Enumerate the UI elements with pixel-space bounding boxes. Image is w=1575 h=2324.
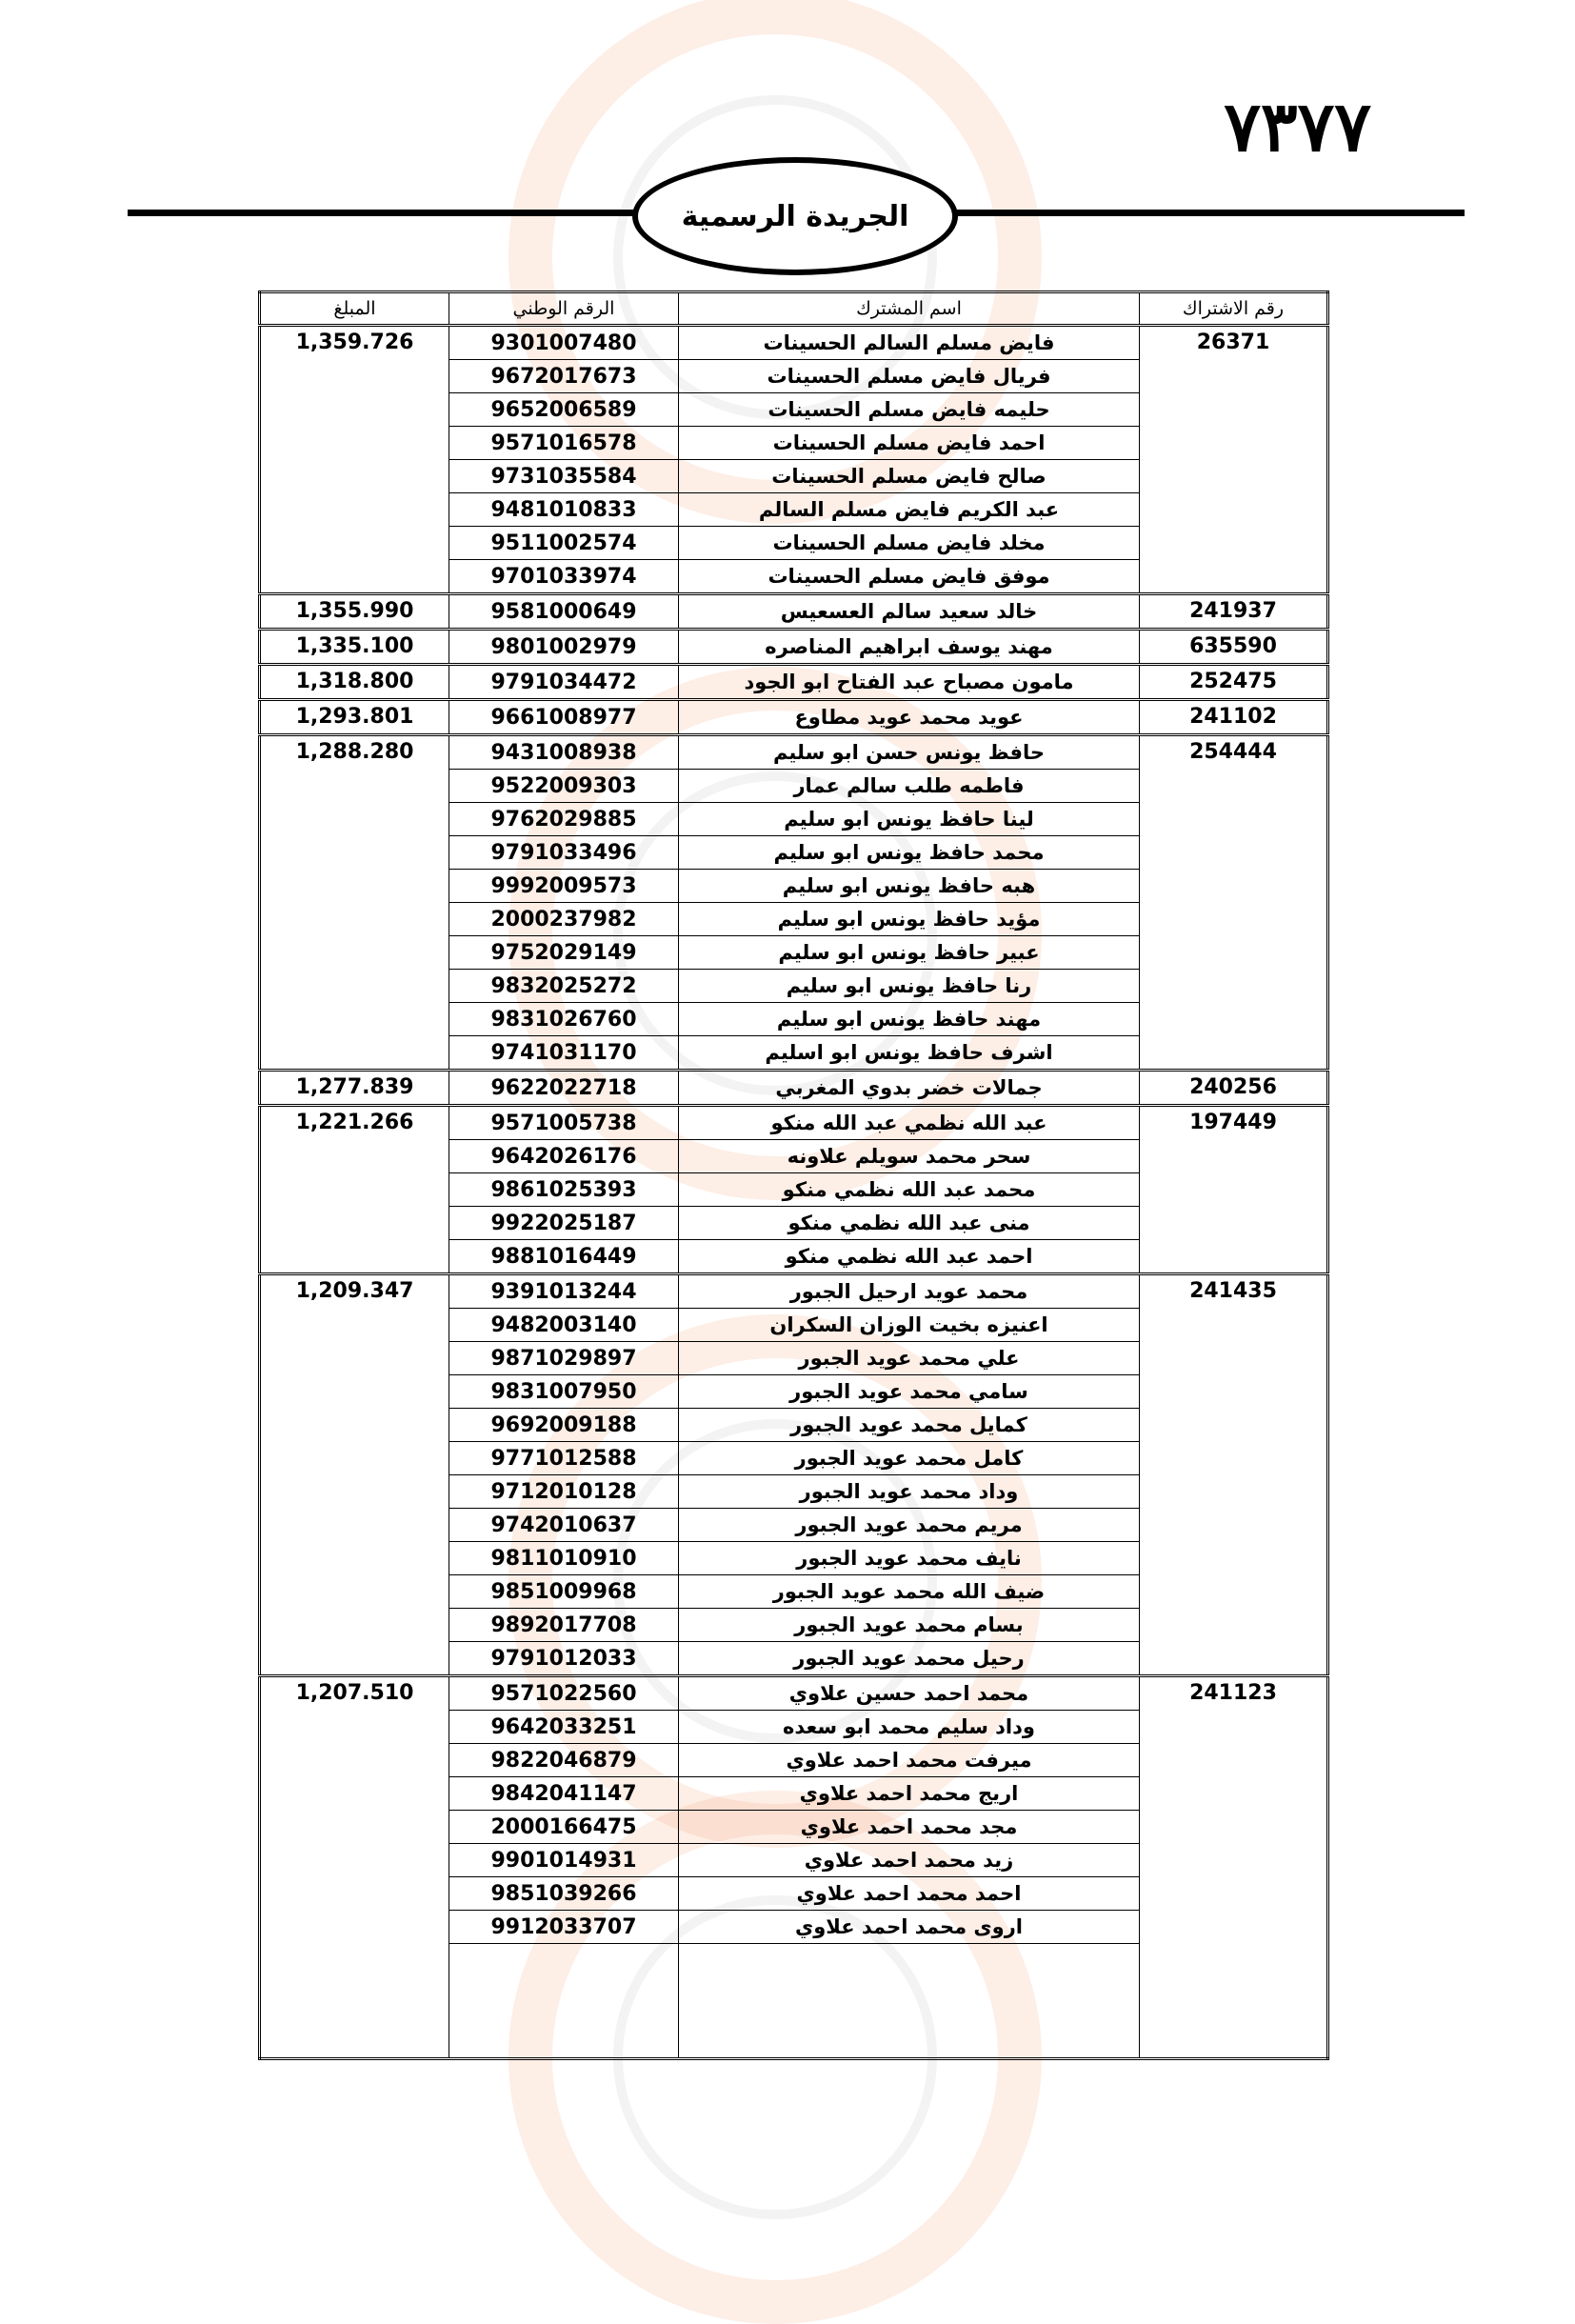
subscriber-name-cell: فايض مسلم السالم الحسينات — [679, 326, 1140, 360]
subscriber-name-cell: حليمه فايض مسلم الحسينات — [679, 393, 1140, 427]
national-id-cell: 9642033251 — [449, 1711, 679, 1744]
subscriber-name-cell: فاطمه طلب سالم عمار — [679, 770, 1140, 803]
national-id-cell: 9701033974 — [449, 560, 679, 594]
national-id-cell: 9731035584 — [449, 460, 679, 493]
national-id-cell: 9842041147 — [449, 1777, 679, 1811]
subscriber-name-cell: عبد الله نظمي عبد الله منكو — [679, 1106, 1140, 1140]
table-row — [260, 1676, 1328, 1711]
national-id-cell: 9771012588 — [449, 1442, 679, 1475]
national-id-cell: 9791033496 — [449, 836, 679, 870]
table-row — [260, 665, 1328, 700]
national-id-cell: 9742010637 — [449, 1509, 679, 1542]
national-id-cell: 9752029149 — [449, 936, 679, 970]
national-id-cell: 9762029885 — [449, 803, 679, 836]
national-id-cell: 9851009968 — [449, 1575, 679, 1609]
subscriber-name-cell: سحر محمد سويلم علاونه — [679, 1140, 1140, 1173]
national-id-cell: 9431008938 — [449, 735, 679, 770]
subscriber-name-cell: اعنيزه بخيت الوزان السكران — [679, 1309, 1140, 1342]
amount-cell: 1,221.266 — [260, 1106, 449, 1274]
amount-cell: 1,209.347 — [260, 1274, 449, 1676]
national-id-cell: 9301007480 — [449, 326, 679, 360]
subscriber-name-cell: صالح فايض مسلم الحسينات — [679, 460, 1140, 493]
national-id-cell: 9622022718 — [449, 1071, 679, 1106]
subscriber-name-cell: هبه حافظ يونس ابو سليم — [679, 870, 1140, 903]
subscription-no-cell: 635590 — [1140, 630, 1328, 665]
table-row — [260, 594, 1328, 630]
empty-cell — [449, 1944, 679, 2059]
national-id-cell: 9922025187 — [449, 1207, 679, 1240]
national-id-cell: 9652006589 — [449, 393, 679, 427]
national-id-cell: 9511002574 — [449, 527, 679, 560]
national-id-cell: 9822046879 — [449, 1744, 679, 1777]
national-id-cell: 9571005738 — [449, 1106, 679, 1140]
header-subscriber-name: اسم المشترك — [679, 292, 1140, 326]
table-row — [260, 630, 1328, 665]
subscriber-name-cell: سامي محمد عويد الجبور — [679, 1375, 1140, 1409]
subscriber-name-cell: موفق فايض مسلم الحسينات — [679, 560, 1140, 594]
subscription-no-cell: 241435 — [1140, 1274, 1328, 1676]
national-id-cell: 9811010910 — [449, 1542, 679, 1575]
national-id-cell: 9712010128 — [449, 1475, 679, 1509]
table-header-row — [260, 292, 1328, 326]
amount-cell: 1,359.726 — [260, 326, 449, 594]
subscriber-name-cell: جمالات خضر بدوي المغربي — [679, 1071, 1140, 1106]
national-id-cell: 9831007950 — [449, 1375, 679, 1409]
national-id-cell: 9861025393 — [449, 1173, 679, 1207]
subscription-no-cell: 241937 — [1140, 594, 1328, 630]
subscriber-name-cell: عبير حافظ يونس ابو سليم — [679, 936, 1140, 970]
subscriber-name-cell: محمد احمد حسين علاوي — [679, 1676, 1140, 1711]
subscriber-name-cell: ضيف الله محمد عويد الجبور — [679, 1575, 1140, 1609]
table-body — [260, 326, 1328, 2059]
subscriber-name-cell: مهند حافظ يونس ابو سليم — [679, 1003, 1140, 1036]
amount-cell: 1,355.990 — [260, 594, 449, 630]
subscriber-name-cell: بسام محمد عويد الجبور — [679, 1609, 1140, 1642]
subscriber-name-cell: عبد الكريم فايض مسلم السالم — [679, 493, 1140, 527]
national-id-cell: 9581000649 — [449, 594, 679, 630]
subscriber-name-cell: احمد فايض مسلم الحسينات — [679, 427, 1140, 460]
subscriber-name-cell: لينا حافظ يونس ابو سليم — [679, 803, 1140, 836]
national-id-cell: 9831026760 — [449, 1003, 679, 1036]
national-id-cell: 9791034472 — [449, 665, 679, 700]
subscribers-table — [258, 290, 1329, 2060]
table-row — [260, 1071, 1328, 1106]
table-row — [260, 1274, 1328, 1309]
subscriber-name-cell: محمد عويد ارحيل الجبور — [679, 1274, 1140, 1309]
national-id-cell: 9391013244 — [449, 1274, 679, 1309]
national-id-cell: 2000237982 — [449, 903, 679, 936]
national-id-cell: 9992009573 — [449, 870, 679, 903]
national-id-cell: 9851039266 — [449, 1877, 679, 1911]
national-id-cell: 9832025272 — [449, 970, 679, 1003]
subscriber-name-cell: رنا حافظ يونس ابو سليم — [679, 970, 1140, 1003]
subscriber-name-cell: محمد عبد الله نظمي منكو — [679, 1173, 1140, 1207]
header-subscription-no: رقم الاشتراك — [1140, 292, 1328, 326]
national-id-cell: 9642026176 — [449, 1140, 679, 1173]
national-id-cell: 9791012033 — [449, 1642, 679, 1676]
subscriber-name-cell: نايف محمد عويد الجبور — [679, 1542, 1140, 1575]
subscription-no-cell: 254444 — [1140, 735, 1328, 1071]
subscriber-name-cell: حافظ يونس حسن ابو سليم — [679, 735, 1140, 770]
national-id-cell: 9692009188 — [449, 1409, 679, 1442]
empty-cell — [679, 1944, 1140, 2059]
subscriber-name-cell: كامل محمد عويد الجبور — [679, 1442, 1140, 1475]
table-row — [260, 735, 1328, 770]
national-id-cell: 9672017673 — [449, 360, 679, 393]
subscriber-name-cell: منى عبد الله نظمي منكو — [679, 1207, 1140, 1240]
national-id-cell: 9571016578 — [449, 427, 679, 460]
national-id-cell: 9741031170 — [449, 1036, 679, 1071]
subscriber-name-cell: مؤيد حافظ يونس ابو سليم — [679, 903, 1140, 936]
amount-cell: 1,277.839 — [260, 1071, 449, 1106]
national-id-cell: 9801002979 — [449, 630, 679, 665]
subscriber-name-cell: مامون مصباح عبد الفتاح ابو الجود — [679, 665, 1140, 700]
subscription-no-cell: 241123 — [1140, 1676, 1328, 2059]
subscriber-name-cell: وداد محمد عويد الجبور — [679, 1475, 1140, 1509]
subscriber-name-cell: علي محمد عويد الجبور — [679, 1342, 1140, 1375]
page-number: ٧٣٧٧ — [1224, 86, 1371, 167]
amount-cell: 1,207.510 — [260, 1676, 449, 2059]
subscriber-name-cell: زيد محمد احمد علاوي — [679, 1844, 1140, 1877]
subscriber-name-cell: فريال فايض مسلم الحسينات — [679, 360, 1140, 393]
subscription-no-cell: 197449 — [1140, 1106, 1328, 1274]
subscriber-name-cell: اريج محمد احمد علاوي — [679, 1777, 1140, 1811]
subscriber-name-cell: ميرفت محمد احمد علاوي — [679, 1744, 1140, 1777]
subscriber-name-cell: كمايل محمد عويد الجبور — [679, 1409, 1140, 1442]
national-id-cell: 9912033707 — [449, 1911, 679, 1944]
national-id-cell: 9892017708 — [449, 1609, 679, 1642]
subscription-no-cell: 241102 — [1140, 700, 1328, 735]
national-id-cell: 9881016449 — [449, 1240, 679, 1274]
subscriber-name-cell: رحيل محمد عويد الجبور — [679, 1642, 1140, 1676]
subscriber-name-cell: اشرف حافظ يونس ابو اسليم — [679, 1036, 1140, 1071]
subscriber-name-cell: مخلد فايض مسلم الحسينات — [679, 527, 1140, 560]
subscriber-name-cell: احمد عبد الله نظمي منكو — [679, 1240, 1140, 1274]
amount-cell: 1,293.801 — [260, 700, 449, 735]
national-id-cell: 2000166475 — [449, 1811, 679, 1844]
masthead-title: الجريدة الرسمية — [632, 157, 958, 275]
subscriber-name-cell: مريم محمد عويد الجبور — [679, 1509, 1140, 1542]
subscriber-name-cell: وداد سليم محمد ابو سعده — [679, 1711, 1140, 1744]
table-row — [260, 700, 1328, 735]
national-id-cell: 9522009303 — [449, 770, 679, 803]
header-amount: المبلغ — [260, 292, 449, 326]
national-id-cell: 9571022560 — [449, 1676, 679, 1711]
amount-cell: 1,288.280 — [260, 735, 449, 1071]
table-row — [260, 326, 1328, 360]
subscriber-name-cell: خالد سعيد سالم العسعيس — [679, 594, 1140, 630]
national-id-cell: 9901014931 — [449, 1844, 679, 1877]
subscriber-name-cell: مجد محمد احمد علاوي — [679, 1811, 1140, 1844]
subscription-no-cell: 252475 — [1140, 665, 1328, 700]
subscription-no-cell: 26371 — [1140, 326, 1328, 594]
national-id-cell: 9482003140 — [449, 1309, 679, 1342]
amount-cell: 1,318.800 — [260, 665, 449, 700]
national-id-cell: 9481010833 — [449, 493, 679, 527]
national-id-cell: 9661008977 — [449, 700, 679, 735]
subscriber-name-cell: اروى محمد احمد علاوي — [679, 1911, 1140, 1944]
subscriber-name-cell: عويد محمد عويد مطاوع — [679, 700, 1140, 735]
subscriber-name-cell: محمد حافظ يونس ابو سليم — [679, 836, 1140, 870]
national-id-cell: 9871029897 — [449, 1342, 679, 1375]
table-row — [260, 1106, 1328, 1140]
subscription-no-cell: 240256 — [1140, 1071, 1328, 1106]
subscriber-name-cell: مهند يوسف ابراهيم المناصره — [679, 630, 1140, 665]
header-national-id: الرقم الوطني — [449, 292, 679, 326]
subscriber-name-cell: احمد محمد احمد علاوي — [679, 1877, 1140, 1911]
amount-cell: 1,335.100 — [260, 630, 449, 665]
